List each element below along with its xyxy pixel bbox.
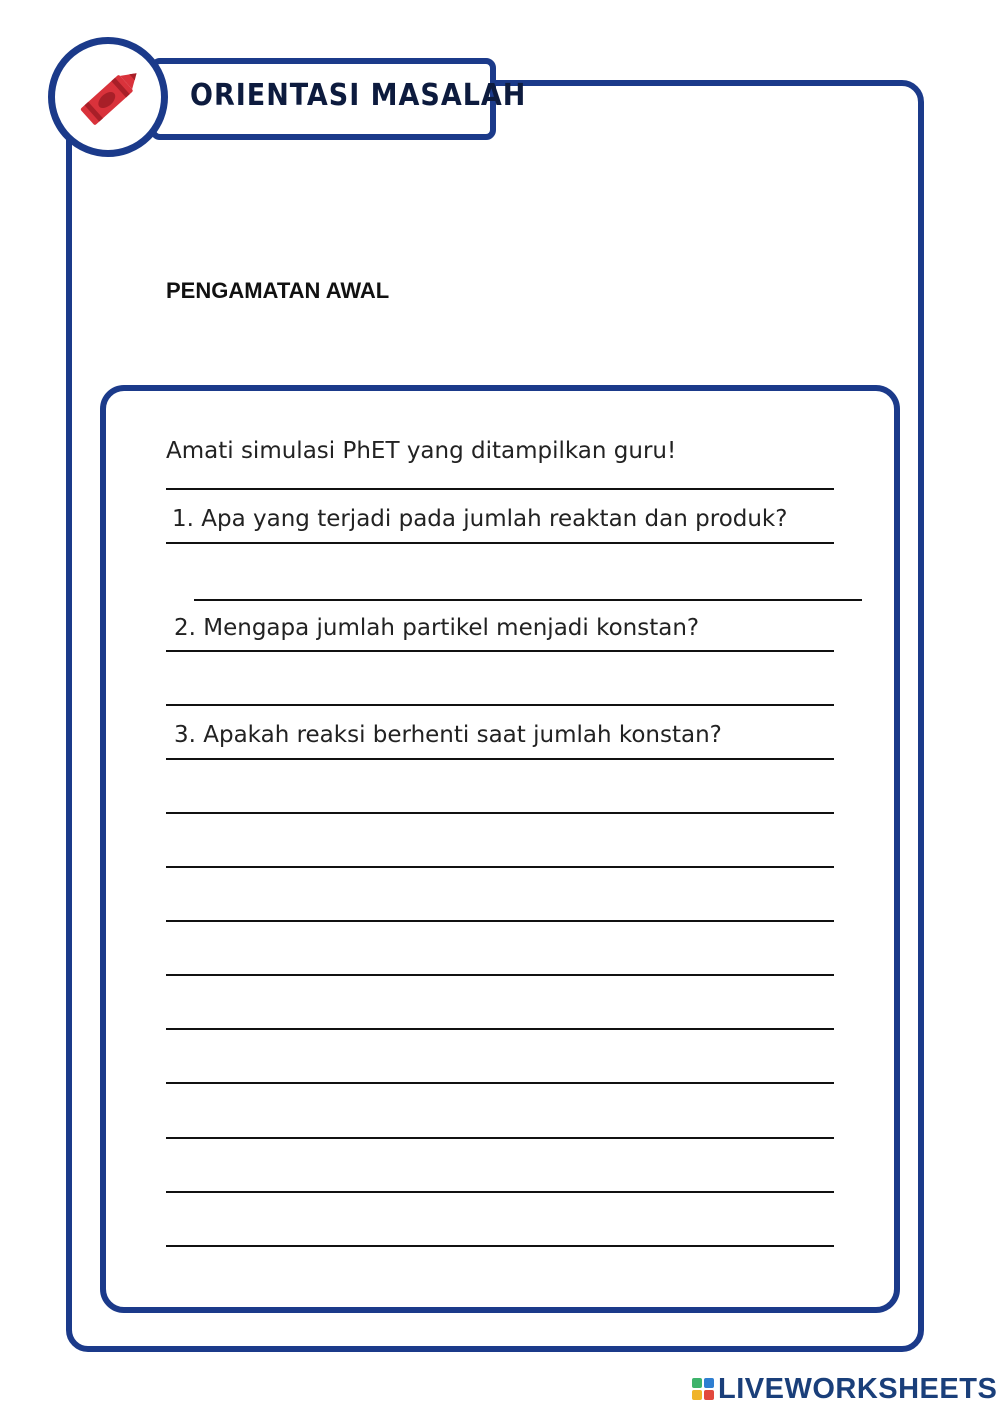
rule-line <box>166 650 834 652</box>
answer-line[interactable] <box>194 599 862 601</box>
answer-line[interactable] <box>166 1028 834 1030</box>
question-1: 1. Apa yang terjadi pada jumlah reaktan dan produk? <box>172 506 788 532</box>
answer-line[interactable] <box>166 1245 834 1247</box>
watermark-text: LIVEWORKSHEETS <box>718 1372 998 1405</box>
answer-line[interactable] <box>166 1137 834 1139</box>
answer-line[interactable] <box>166 812 834 814</box>
section-heading: PENGAMATAN AWAL <box>166 278 390 303</box>
icon-badge <box>48 37 168 157</box>
page-title: ORIENTASI MASALAH <box>190 78 527 113</box>
answer-line[interactable] <box>166 866 834 868</box>
answer-line[interactable] <box>166 704 834 706</box>
question-3: 3. Apakah reaksi berhenti saat jumlah konstan? <box>174 722 722 748</box>
rule-line <box>166 488 834 490</box>
crayon-icon <box>66 55 152 141</box>
answer-line[interactable] <box>166 974 834 976</box>
question-2: 2. Mengapa jumlah partikel menjadi konstan? <box>174 615 700 641</box>
rule-line <box>166 758 834 760</box>
answer-line[interactable] <box>166 1082 834 1084</box>
liveworksheets-logo-icon <box>692 1378 714 1400</box>
rule-line <box>166 542 834 544</box>
answer-line[interactable] <box>166 920 834 922</box>
instruction-text: Amati simulasi PhET yang ditampilkan guru! <box>166 438 677 464</box>
answer-line[interactable] <box>166 1191 834 1193</box>
liveworksheets-watermark <box>692 1372 997 1406</box>
